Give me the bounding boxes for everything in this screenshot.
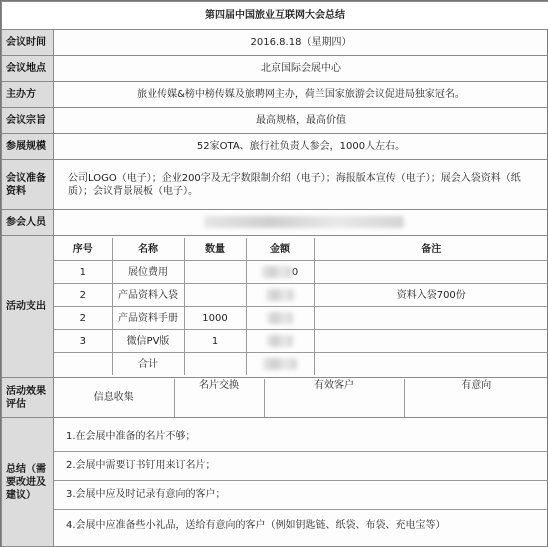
expense-amount (246, 284, 314, 307)
row-expenses (2, 236, 548, 378)
summary-table-items (54, 423, 548, 542)
expense-note: 资料入袋700份 (314, 284, 548, 307)
expense-no: 3 (54, 330, 112, 353)
row-summary (2, 418, 548, 547)
label-attendees: 参会人员 (2, 210, 54, 236)
row-scale (2, 134, 548, 160)
effect-cell (54, 378, 548, 418)
summary-item-text: 3.会展中应及时记录有意向的客户； (54, 480, 548, 509)
row-prep (2, 160, 548, 210)
blurred-names (204, 216, 404, 228)
header-no: 序号 (54, 238, 112, 261)
blurred-amount (262, 266, 292, 278)
value-location: 北京国际会展中心 (54, 56, 548, 82)
header-name: 名称 (112, 238, 184, 261)
label-summary (2, 418, 54, 547)
total-spacer (54, 353, 112, 376)
expenses-header-row (54, 238, 548, 261)
expense-qty: 1 (184, 330, 246, 353)
label-expenses: 活动支出 (2, 236, 54, 378)
label-host: 主办方 (2, 82, 54, 108)
effect-row (54, 379, 548, 417)
value-time: 2016.8.18（星期四） (54, 30, 548, 56)
total-label: 合计 (112, 353, 184, 376)
expense-row (54, 284, 548, 307)
summary-item (54, 480, 548, 509)
expense-total-row (54, 353, 548, 376)
summary-item-text: 1.在会展中准备的名片不够； (54, 423, 548, 452)
label-scale: 参展规模 (2, 134, 54, 160)
expense-name: 产品资料入袋 (112, 284, 184, 307)
summary-item-text: 2.会展中需要订书钉用来订名片； (54, 451, 548, 480)
document-title: 第四届中国旅业互联网大会总结 (2, 2, 548, 30)
effect-table (54, 379, 548, 417)
blurred-total (263, 358, 297, 370)
value-prep-line2: 质）；会议背景展板（电子）。 (68, 185, 198, 197)
expense-note (314, 330, 548, 353)
blurred-amount (266, 289, 294, 301)
value-prep-line1: 公司LOGO（电子）；企业200字及无字数限制介绍（电子）；海报版本宣传（电子）；展会入袋资料（纸 (68, 172, 521, 184)
label-summary-line2: 要改进及 (6, 476, 46, 488)
summary-item-text: 4.会展中应准备些小礼品，送给有意向的客户（例如钥匙链、纸袋、布袋、充电宝等） (54, 509, 548, 542)
summary-table (1, 1, 548, 547)
value-host: 旅业传媒&榜中榜传媒及旅聘网主办，荷兰国家旅游会议促进局独家冠名。 (54, 82, 548, 108)
label-effect (2, 378, 54, 418)
header-amount: 金额 (246, 238, 314, 261)
label-effect-line1: 活动效果 (6, 385, 46, 397)
row-location (2, 56, 548, 82)
total-note (314, 353, 548, 376)
summary-item (54, 423, 548, 452)
summary-item (54, 509, 548, 542)
expense-row (54, 261, 548, 284)
total-amount (246, 353, 314, 376)
row-attendees (2, 210, 548, 236)
label-prep (2, 160, 54, 210)
expense-qty (184, 284, 246, 307)
effect-intent: 有意向 (404, 379, 548, 417)
summary-item (54, 451, 548, 480)
expense-amount-visible: 0 (291, 266, 299, 278)
effect-customers: 有效客户 (264, 379, 404, 417)
expense-qty (184, 261, 246, 284)
row-time (2, 30, 548, 56)
expense-amount (246, 307, 314, 330)
header-note: 备注 (314, 238, 548, 261)
blurred-amount (267, 312, 293, 324)
expense-note (314, 261, 548, 284)
expense-no: 2 (54, 307, 112, 330)
label-location: 会议地点 (2, 56, 54, 82)
expense-name: 产品资料手册 (112, 307, 184, 330)
value-scale: 52家OTA、旅行社负责人参会，1000人左右。 (54, 134, 548, 160)
value-prep (54, 160, 548, 210)
label-time: 会议时间 (2, 30, 54, 56)
label-purpose: 会议宗旨 (2, 108, 54, 134)
total-qty (184, 353, 246, 376)
expense-row (54, 330, 548, 353)
row-host (2, 82, 548, 108)
expense-qty: 1000 (184, 307, 246, 330)
value-purpose: 最高规格，最高价值 (54, 108, 548, 134)
expense-row (54, 307, 548, 330)
label-prep-line1: 会议准备 (6, 172, 46, 184)
summary-cell (54, 418, 548, 547)
title-row (2, 2, 548, 30)
header-qty: 数量 (184, 238, 246, 261)
expenses-cell (54, 236, 548, 378)
label-effect-line2: 评估 (6, 398, 26, 410)
expense-name: 展位费用 (112, 261, 184, 284)
expense-name: 微信PV版 (112, 330, 184, 353)
label-prep-line2: 资料 (6, 185, 26, 197)
blurred-amount (267, 335, 293, 347)
expense-amount (246, 330, 314, 353)
effect-info: 信息收集 (54, 379, 174, 417)
row-purpose (2, 108, 548, 134)
expense-amount (246, 261, 314, 284)
expense-no: 1 (54, 261, 112, 284)
value-attendees-redacted (54, 210, 548, 236)
expense-note (314, 307, 548, 330)
label-summary-line3: 建议） (6, 489, 36, 501)
expenses-table (54, 238, 548, 375)
effect-cards: 名片交换 (174, 379, 264, 417)
label-summary-line1: 总结（需 (6, 463, 46, 475)
expense-no: 2 (54, 284, 112, 307)
row-effect (2, 378, 548, 418)
